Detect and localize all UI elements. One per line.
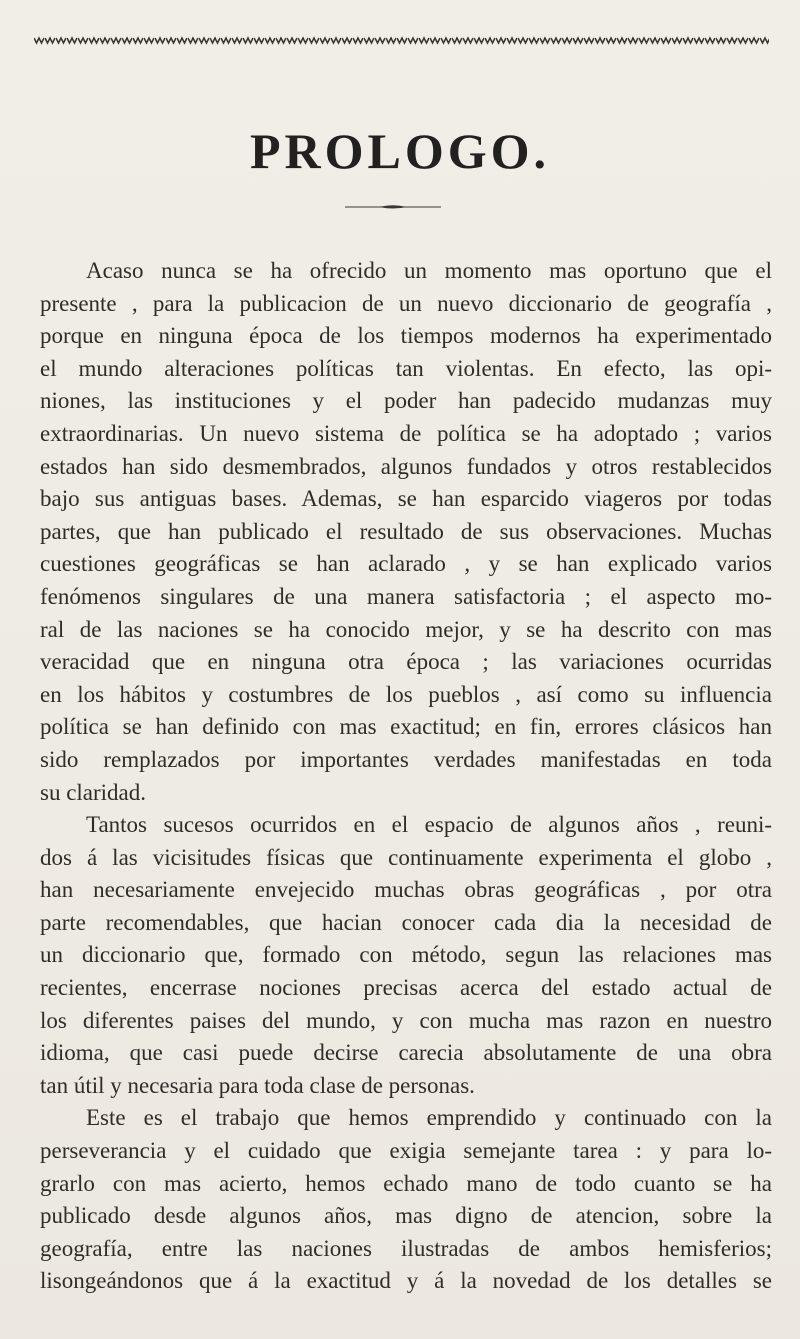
text-line: un diccionario que, formado con método, segun las relaciones mas <box>40 942 772 968</box>
text-line: perseverancia y el cuidado que exigia semejante tarea : y para lo- <box>40 1138 772 1164</box>
text-line: el mundo alteraciones políticas tan violentas. En efecto, las opi- <box>40 355 772 381</box>
text-line: parte recomendables, que hacian conocer cada dia la necesidad de <box>40 909 772 935</box>
paragraph-3 <box>40 1102 772 1298</box>
text-line: veracidad que en ninguna otra época ; las variaciones ocurridas <box>40 649 772 675</box>
text-line: han necesariamente envejecido muchas obras geográficas , por otra <box>40 877 772 903</box>
paragraph-1 <box>40 255 772 809</box>
text-line: publicado desde algunos años, mas digno de atencion, sobre la <box>40 1203 772 1229</box>
text-line: su claridad. <box>40 779 147 805</box>
text-line: cuestiones geográficas se han aclarado , y se han explicado varios <box>40 551 772 577</box>
text-line: los diferentes paises del mundo, y con mucha mas razon en nuestro <box>40 1007 772 1033</box>
text-line: recientes, encerrase nociones precisas acerca del estado actual de <box>40 975 772 1001</box>
text-line: Este es el trabajo que hemos emprendido y continuado con la <box>86 1105 772 1131</box>
text-line: geografía, entre las naciones ilustradas de ambos hemisferios; <box>40 1235 772 1261</box>
page-title: PROLOGO. <box>249 122 551 179</box>
paragraph-2 <box>40 809 772 1102</box>
prologue-body <box>40 255 772 1298</box>
text-line: tan útil y necesaria para toda clase de personas. <box>40 1072 475 1098</box>
text-line: lisongeándonos que á la exactitud y á la novedad de los detalles se <box>40 1268 772 1294</box>
text-line: política se han definido con mas exactitud; en fin, errores clásicos han <box>40 714 772 740</box>
text-line: dos á las vicisitudes físicas que continuamente experimenta el globo , <box>40 844 772 870</box>
decorative-border-ornament <box>34 34 769 46</box>
text-line: extraordinarias. Un nuevo sistema de política se ha adoptado ; varios <box>40 420 772 446</box>
text-line: porque en ninguna época de los tiempos modernos ha experimentado <box>40 323 772 349</box>
text-line: presente , para la publicacion de un nuevo diccionario de geografía , <box>40 290 772 316</box>
text-line: sido remplazados por importantes verdades manifestadas en toda <box>40 746 772 772</box>
text-line: Tantos sucesos ocurridos en el espacio de algunos años , reuni- <box>86 812 772 838</box>
text-line: Acaso nunca se ha ofrecido un momento mas oportuno que el <box>86 258 772 283</box>
title-divider-rule <box>345 196 441 204</box>
text-line: grarlo con mas acierto, hemos echado mano de todo cuanto se ha <box>40 1170 772 1196</box>
text-line: estados han sido desmembrados, algunos fundados y otros restablecidos <box>40 453 772 479</box>
text-line: bajo sus antiguas bases. Ademas, se han esparcido viageros por todas <box>40 486 772 512</box>
text-line: partes, que han publicado el resultado de sus observaciones. Muchas <box>40 518 772 544</box>
text-line: fenómenos singulares de una manera satisfactoria ; el aspecto mo- <box>40 583 772 609</box>
text-line: idioma, que casi puede decirse carecia absolutamente de una obra <box>40 1040 772 1066</box>
text-line: niones, las instituciones y el poder han padecido mudanzas muy <box>40 388 772 414</box>
text-line: en los hábitos y costumbres de los pueblos , así como su influencia <box>40 681 772 707</box>
text-line: ral de las naciones se ha conocido mejor, y se ha descrito con mas <box>40 616 772 642</box>
